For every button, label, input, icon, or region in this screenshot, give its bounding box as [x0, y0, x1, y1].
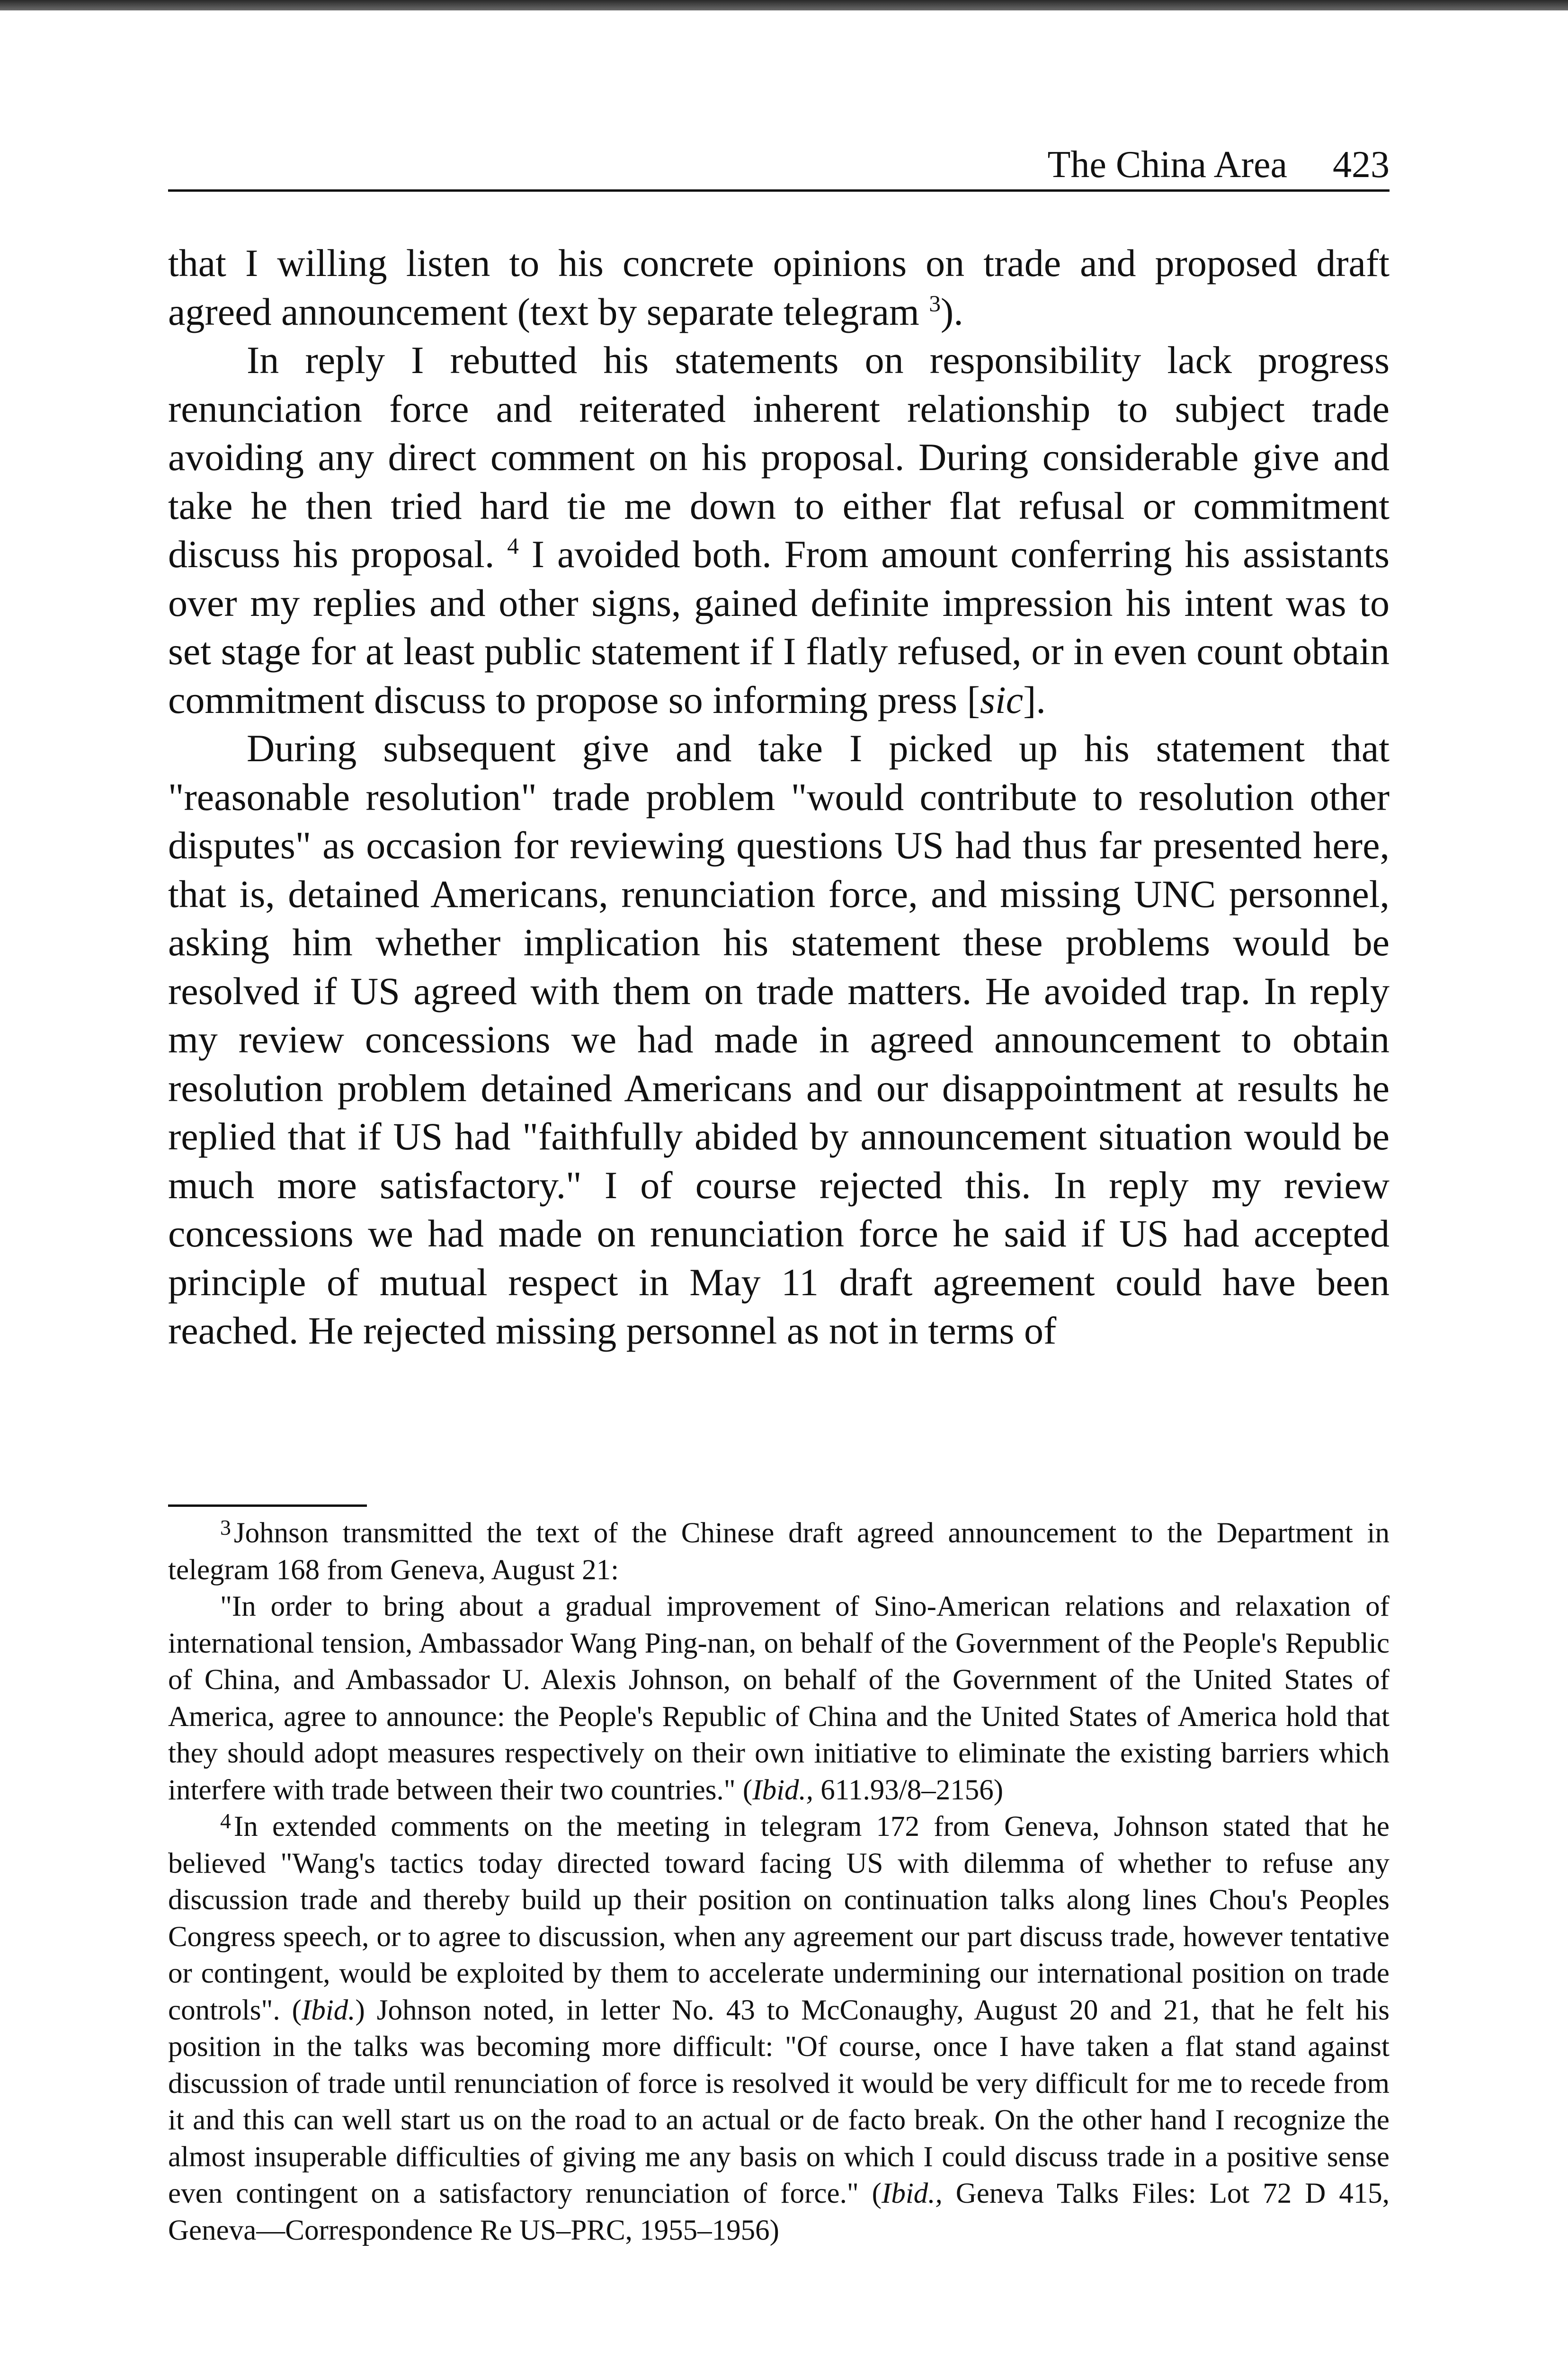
footnote-ref-4: 4	[507, 533, 519, 559]
footnote-3-quote-text: "In order to bring about a gradual improvement of Sino-American relations and relaxation of international tension, Ambassador Wang Ping-nan, on behalf of the Government of the People's Republic of China, and Ambassador U. Alexis Johnson, on behalf of the Government of the United States of America, agree to announce: the People's Republic of China and the United States of America hold that they should adopt measures respectively on their own initiative to eliminate the existing barriers which interfere with trade between their two countries." (	[168, 1591, 1390, 1806]
footnote-3-citation: 611.93/8–2156)	[813, 1774, 1004, 1806]
footnote-divider	[168, 1504, 367, 1507]
paragraph-1	[168, 239, 1390, 336]
sic-marker: sic	[980, 678, 1024, 721]
paragraph-2	[168, 336, 1390, 724]
footnote-3-mark: 3	[220, 1515, 231, 1539]
paragraph-3: During subsequent give and take I picked up his statement that "reasonable resolution" trade problem "would contribute to resolution other disputes" as occasion for reviewing questions US had thus far presented here, that is, detained Americans, renunciation force, and missing UNC personnel, asking him whether implication his statement these problems would be resolved if US agreed with them on trade matters. He avoided trap. In reply my review concessions we had made in agreed announcement to obtain resolution problem detained Americans and our disappointment at results he replied that if US had "faithfully abided by announcement situation would be much more satisfactory." I of course rejected this. In reply my review concessions we had made on renunciation force he said if US had accepted principle of mutual respect in May 11 draft agreement could have been reached. He rejected missing personnel as not in terms of	[168, 727, 1390, 1352]
footnote-3-intro: Johnson transmitted the text of the Chinese draft agreed announcement to the Department in telegram 168 from Geneva, August 21:	[168, 1517, 1390, 1586]
paragraph-2-text-b: I avoided both. From amount conferring his assistants over my replies and other signs, gained definite impression his intent was to set stage for at least public statement if I flatly refused, or in even count obtain commitment discuss to propose so informing press [	[168, 533, 1390, 721]
footnote-4-text-b: ) Johnson noted, in letter No. 43 to McConaughy, August 20 and 21, that he felt his position in the talks was becoming more difficult: "Of course, once I have taken a flat stand against discussion of trade until renunciation of force is resolved it would be very difficult for me to recede from it and this can well start us on the road to an actual or de facto break. On the other hand I recognize the almost insuperable difficulties of giving me any basis on which I could discuss trade in a positive sense even contingent on a satisfactory renunciation of force." (	[168, 1994, 1390, 2209]
footnote-4-mark: 4	[220, 1809, 231, 1833]
page-number: 423	[1333, 144, 1390, 186]
main-text	[168, 239, 1390, 1355]
paragraph-1-text: that I willing listen to his concrete opinions on trade and proposed draft agreed announcement (text by separate telegram	[168, 241, 1390, 333]
footnote-4-text-c: Geneva Talks Files: Lot 72 D 415, Geneva—Correspondence Re US–PRC, 1955–1956)	[168, 2178, 1390, 2246]
scan-top-edge	[0, 0, 1568, 10]
footnote-3-ibid: Ibid.,	[752, 1774, 814, 1806]
running-head-line	[1048, 146, 1390, 184]
footnote-3-quote	[168, 1588, 1390, 1808]
paragraph-1-end: ).	[940, 290, 963, 333]
footnote-ref-3: 3	[929, 290, 941, 317]
footnote-4-ibid-b: Ibid.,	[882, 2178, 943, 2209]
footnote-4-ibid-a: Ibid.	[301, 1994, 356, 2026]
footnote-4	[168, 1808, 1390, 2249]
running-header	[168, 137, 1390, 192]
footnote-4-text-a: In extended comments on the meeting in telegram 172 from Geneva, Johnson stated that he believed "Wang's tactics today directed toward facing US with dilemma of whether to refuse any discussion trade and thereby build up their position on continuation talks along lines Chou's Peoples Congress speech, or to agree to discussion, when any agreement our part discuss trade, however tentative or contingent, would be exploited by them to accelerate undermining our international position on trade controls". (	[168, 1811, 1390, 2026]
paragraph-2-text-a: In reply I rebutted his statements on responsibility lack progress renunciation force and reiterated inherent relationship to subject trade avoiding any direct comment on his proposal. During considerable give and take he then tried hard tie me down to either flat refusal or commitment discuss his proposal.	[168, 338, 1390, 576]
footnotes	[168, 1515, 1390, 2249]
footnote-3	[168, 1515, 1390, 1588]
paragraph-2-end: ].	[1023, 678, 1046, 721]
running-title: The China Area	[1047, 144, 1287, 186]
